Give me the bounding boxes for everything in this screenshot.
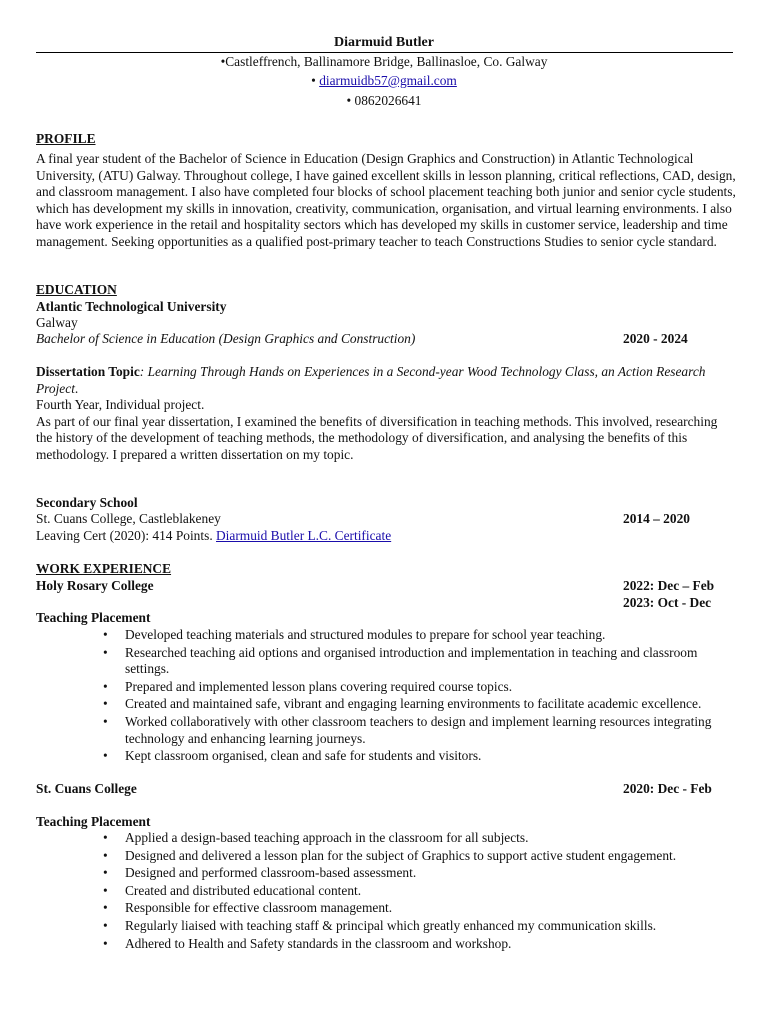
leaving-cert-line [36,528,391,544]
list-item [103,627,733,644]
list-item-text: Kept classroom organised, clean and safe for students and visitors. [125,748,482,764]
list-item [103,830,733,847]
bullet-glyph: • [103,830,108,845]
list-item [103,883,733,900]
list-item-text: Responsible for effective classroom management. [125,900,393,916]
list-item [103,848,733,865]
university-name: Atlantic Technological University [36,299,227,314]
degree-title: Bachelor of Science in Education (Design Graphics and Construction) [36,331,416,346]
list-item [103,865,733,882]
bullet-glyph: • [103,847,108,863]
bullet-glyph: • [103,696,108,712]
job-dates: 2022: Dec – Feb [623,578,715,593]
list-item-text: Developed teaching materials and structured modules to prepare for school year teaching. [125,627,606,642]
job-dates: 2020: Dec - Feb [623,781,712,796]
education-heading: EDUCATION [36,282,117,297]
work-experience-heading: WORK EXPERIENCE [36,561,172,576]
list-item-text: Regularly liaised with teaching staff & principal which greatly enhanced my communication skills. [125,917,657,933]
dissertation-topic-line [36,364,736,397]
degree-dates: 2020 - 2024 [623,331,688,346]
dissertation-topic: : Learning Through Hands on Experiences in a Second-year Wood Technology Class, an Action Research Project [36,364,706,396]
certificate-link[interactable]: Diarmuid Butler L.C. Certificate [216,528,392,543]
bullet-glyph: • [103,935,108,951]
employer-name: Holy Rosary College [36,578,154,593]
list-item-text: Applied a design-based teaching approach in the classroom for all subjects. [125,830,529,845]
job-duties-list [103,627,733,766]
email-bullet: • [311,73,320,88]
dissertation-label: Dissertation Topic [36,364,140,379]
list-item-text: Researched teaching aid options and organised introduction and implementation in teaching and classroom settings. [125,644,698,677]
bullet-glyph: • [103,644,108,660]
secondary-school-heading: Secondary School [36,495,138,510]
bullet-glyph: • [103,865,108,881]
candidate-name: Diarmuid Butler [334,35,434,50]
list-item-text: Designed and delivered a lesson plan for the subject of Graphics to support active student engagement. [125,847,677,863]
bullet-glyph: • [103,917,108,933]
list-item-text: Created and maintained safe, vibrant and engaging learning environments to facilitate academic excellence. [125,696,702,712]
university-location: Galway [36,315,78,330]
secondary-school-name: St. Cuans College, Castleblakeney [36,511,221,526]
dissertation-period: . [74,380,79,396]
profile-paragraph: A final year student of the Bachelor of Science in Education (Design Graphics and Construction) in Atlantic Technological University, (ATU) Galway. Throughout college, I have gained excellent skills in lesson planning, critical reflections, CAD, design, and classroom management. I also have completed four blocks of school placement teaching both junior and senior cycle students, which has development my skills in innovation, creativity, communication, organisation, and virtual learning environments. I also have work experience in the retail and hospitality sectors which has developed my skills in customer service, leadership and time management. Seeking opportunities as a qualified post-primary teacher to teach Constructions Studies to senior cycle standard. [36,151,736,249]
job-role: Teaching Placement [36,814,151,829]
leaving-cert-text: Leaving Cert (2020): 414 Points. [36,528,217,543]
list-item [103,714,733,747]
header-divider [36,52,733,53]
bullet-glyph: • [103,713,108,729]
email-link[interactable]: diarmuidb57@gmail.com [319,73,457,88]
list-item [103,936,733,953]
list-item-text: Prepared and implemented lesson plans covering required course topics. [125,678,513,694]
profile-text [36,151,736,251]
employer-name: St. Cuans College [36,781,137,796]
dissertation-block [36,364,736,464]
list-item-text: Designed and performed classroom-based assessment. [125,865,417,881]
list-item [103,696,733,713]
secondary-school-dates: 2014 – 2020 [623,511,690,526]
bullet-glyph: • [103,900,108,916]
list-item [103,679,733,696]
list-item [103,918,733,935]
list-item-text: Adhered to Health and Safety standards in the classroom and workshop. [125,935,512,951]
list-item [103,645,733,678]
job-dates: 2023: Oct - Dec [623,595,712,610]
dissertation-description: As part of our final year dissertation, I examined the benefits of diversification in teaching methods. This involved, researching the history of the development of teaching methods, the methodology of diversification, and analysing the benefits of this methodology. I prepared a written dissertation on my topic. [36,413,718,462]
job-role: Teaching Placement [36,610,151,625]
email-line [0,73,768,89]
bullet-glyph: • [103,748,108,764]
list-item [103,748,733,765]
job-duties-list [103,830,733,953]
dissertation-meta: Fourth Year, Individual project. [36,397,205,413]
list-item-text: Created and distributed educational content. [125,882,362,898]
profile-heading: PROFILE [36,131,96,146]
list-item [103,900,733,917]
bullet-glyph: • [103,627,108,642]
address-line: •Castleffrench, Ballinamore Bridge, Ballinasloe, Co. Galway [220,54,548,69]
phone-line: • 0862026641 [346,93,422,108]
bullet-glyph: • [103,678,108,694]
list-item-text: Worked collaboratively with other classroom teachers to design and implement learning resources integrating technology and enhancing learning journeys. [125,713,712,746]
bullet-glyph: • [103,882,108,898]
